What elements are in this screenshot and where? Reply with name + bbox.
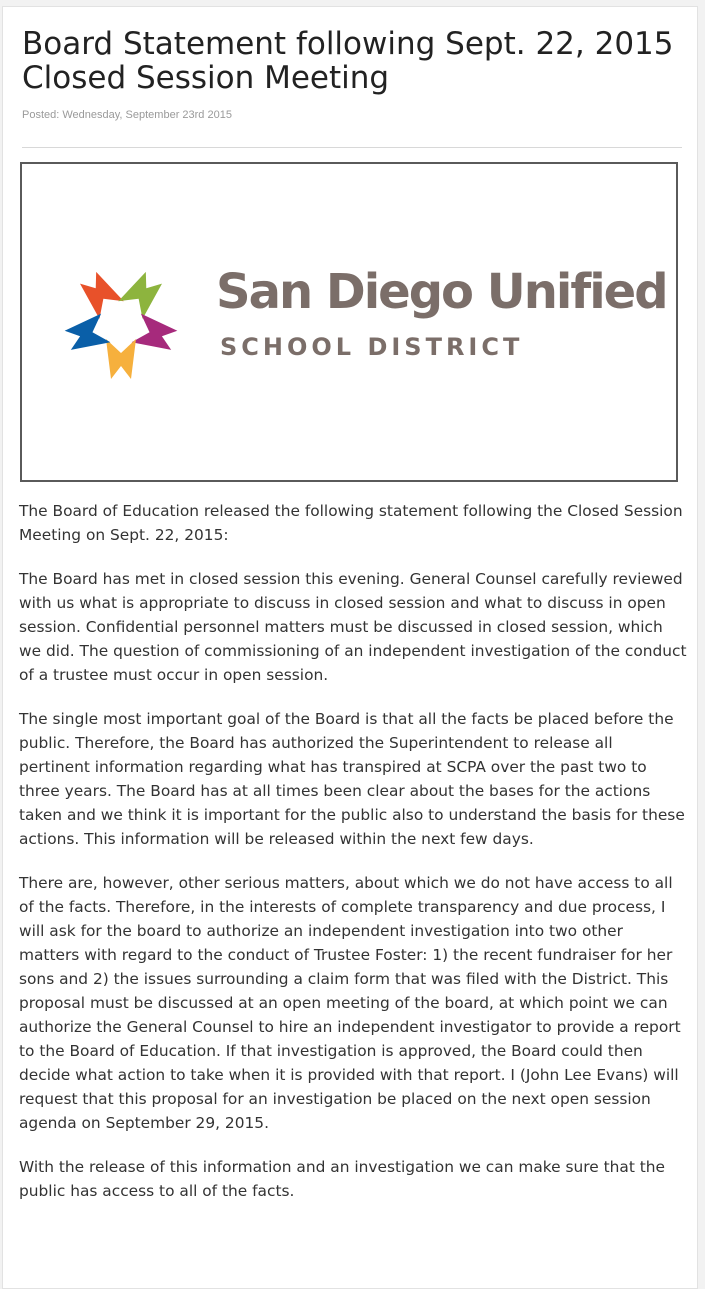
- page-title: Board Statement following Sept. 22, 2015 Closed Session Meeting: [22, 26, 674, 96]
- star-petal-blue: [63, 314, 110, 355]
- star-petal-orange: [76, 269, 124, 319]
- paragraph-closing: With the release of this information and an investigation we can make sure that the public has access to all of the facts.: [19, 1158, 666, 1200]
- paragraph-intro: The Board of Education released the following statement following the Closed Session Meeting on Sept. 22, 2015:: [19, 502, 683, 544]
- logo-wordmark-name: San Diego Unified: [216, 264, 667, 320]
- star-petal-magenta: [132, 314, 179, 355]
- star-petal-green: [118, 269, 166, 319]
- star-petal-yellow: [106, 339, 136, 379]
- logo-wordmark-subtitle: SCHOOL DISTRICT: [220, 333, 524, 361]
- paragraph-release-info: The single most important goal of the Board is that all the facts be placed before the public. Therefore, the Board has authorized the Superintendent to release all pertinent information regarding what has transpired at SCPA over the past two to three years. The Board has at all times been clear about the bases for the actions taken and we think it is important for the public also to understand the basis for these actions. This information will be released within the next few days.: [19, 710, 685, 848]
- article-body: [19, 499, 687, 1223]
- paragraph-closed-session: The Board has met in closed session this evening. General Counsel carefully reviewed with us what is appropriate to discuss in closed session and what to discuss in open session. Confidential personnel matters must be discussed in closed session, which we did. The question of commissioning of an independent investigation of the conduct of a trustee must occur in open session.: [19, 570, 687, 684]
- district-star-icon: [46, 248, 196, 398]
- posted-date: Posted: Wednesday, September 23rd 2015: [22, 109, 232, 121]
- paragraph-investigation: There are, however, other serious matters, about which we do not have access to all of the facts. Therefore, in the interests of complete transparency and due process, I will ask for the board to authorize an independent investigation into two other matters with regard to the conduct of Trustee Foster: 1) the recent fundraiser for her sons and 2) the issues surrounding a claim form that was filed with the District. This proposal must be discussed at an open meeting of the board, at which point we can authorize the General Counsel to hire an independent investigator to provide a report to the Board of Education. If that investigation is approved, the Board could then decide what action to take when it is provided with that report. I (John Lee Evans) will request that this proposal for an investigation be placed on the next open session agenda on September 29, 2015.: [19, 874, 681, 1132]
- district-logo-image: [20, 162, 678, 482]
- divider: [22, 147, 682, 148]
